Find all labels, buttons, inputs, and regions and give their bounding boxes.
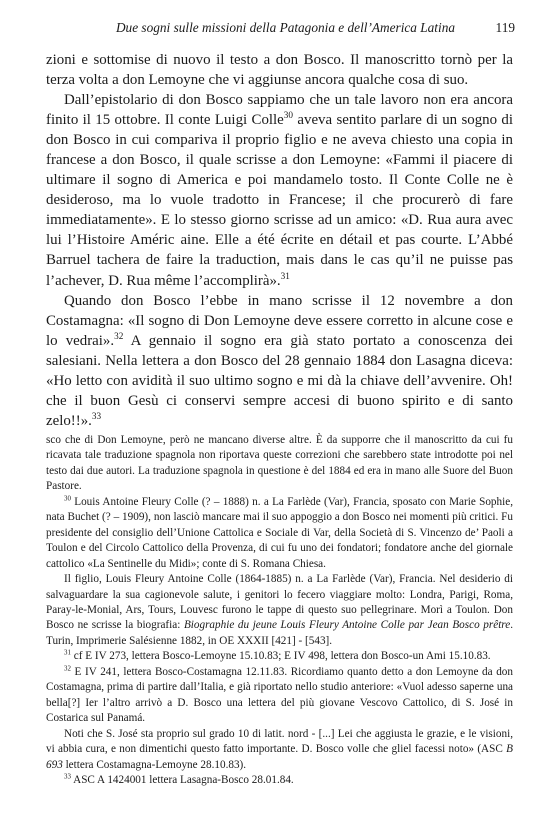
footnote-text: ASC A 1424001 lettera Lasagna-Bosco 28.01.84. [70,773,294,786]
paragraph-text: Dall’epistolario di don Bosco sappiamo che un tale lavoro non era ancora finito il 15 ottobre. Il conte Luigi Colle [46,92,513,129]
running-title: Due sogni sulle missioni della Patagonia e dell’America Latina [115,20,455,35]
footnote-ref: 32 [114,330,124,341]
footnote [46,495,513,572]
archive-reference: B 693 [46,743,513,771]
paragraph-text: zioni e sottomise di nuovo il testo a don Bosco. Il manoscritto tornò per la terza volta a don Lemoyne che vi aggiunse ancora qualche cosa di suo. [46,52,513,89]
footnote-number: 33 [64,772,71,781]
footnote-number: 32 [64,664,71,673]
paragraph-text: Quando don Bosco l’ebbe in mano scrisse il 12 novembre a don Costamagna: «Il sogno di Don Lemoyne deve essere corretto in alcune cose e lo vedrai». [46,292,513,349]
footnote-text: Noti che S. José sta proprio sul grado 10 di latit. nord - [...] Lei che aggiusta le grazie, e le visioni, vi abbia cura, e non dimentichi questo fatto importante. D. Bosco volle che gliel facessi noto» (ASC [46,727,513,756]
footnote [46,649,513,664]
page-number: 119 [495,20,515,35]
paragraph-text: A gennaio il sogno era già stato portato a conoscenza dei salesiani. Nella lettera a don Bosco del 28 gennaio 1884 don Lasagna diceva: «Ho letto con avidità il suo ultimo sogno e mi dà la chiave dell’avvenire. Oh! che il buon Gesù ci conservi sempre accesi di buono spirito e di santo zelo!!». [46,332,513,429]
footnote-ref: 33 [91,410,102,421]
footnotes [46,433,513,788]
main-text [46,50,513,431]
footnote-ref: 31 [280,270,290,281]
book-title: Biographie du jeune Louis Fleury Antoine Colle par Jean Bosco prêtre [183,619,511,632]
footnote-ref: 30 [283,110,294,121]
footnote-text: Il figlio, Louis Fleury Antoine Colle (1864-1885) n. a La Farlède (Var), Francia. Nel desiderio di salvaguardare la sua cagionevole salute, i genitori lo fecero viaggiare molto: Londra, Parigi, Roma, Paray-le-Monial, Ars, Tours, Louvesc furono le tappe di questo suo pellegrinare. Morì a Toulon. Don Bosco ne scrisse la biografia: [46,573,513,632]
paragraph [46,90,513,290]
footnote [46,665,513,727]
footnote-number: 30 [64,494,71,503]
paragraph [46,291,513,431]
footnote-number: 31 [64,648,71,657]
footnote-text: Louis Antoine Fleury Colle (? – 1888) n. a La Farlède (Var), Francia, sposato con Marie Sophie, nata Buchet (? – 1909), non lasciò mancare mai il suo appoggio a don Bosco nei momenti più critici. Fu presidente del consiglio dell’Unione Cattolica e Sociale di Var, della Società di S. Vincenzo de’ Paoli a Toulon e del Circolo Cattolico della Provenza, di cui fu uno dei fondatori; fondatore anche del giornale cattolico «La Sentinelle du Midi»; conte di S. Romana Chiesa. [46,495,513,570]
footnote [46,727,513,773]
footnote [46,773,513,788]
footnote [46,572,513,649]
footnote [46,433,513,495]
footnote-text: cf E IV 273, lettera Bosco-Lemoyne 15.10.83; E IV 498, lettera don Bosco-un Ami 15.10.83. [70,650,491,663]
footnote-text: . Turin, Imprimerie Salésienne 1882, in OE XXXII [421] - [543]. [46,619,514,647]
footnote-text: sco che di Don Lemoyne, però ne mancano diverse altre. È da supporre che il manoscritto da cui fu ricavata tale traduzione spagnola non riportava queste correzioni che sarebbero state introdotte poi nel testo dai due autori. La traduzione spagnola in questione è del 1884 ed era in mano alle Suore del Buon Pastore. [46,434,513,493]
paragraph [46,50,513,90]
footnote-text: lettera Costamagna-Lemoyne 28.10.83). [62,758,247,771]
paragraph-text: aveva sentito parlare di un sogno di don Bosco in cui compariva il proprio figlio e ne aveva chiesto una copia in francese a don Bosco, il quale scrisse a don Lemoyne: «Fammi il piacere di ultimare il sogno di America e poi mandamelo tosto. Il Conte Colle ne è desideroso, ma lo vuole tradotto in Francese; il che procurerò di fare immediatamente». E lo stesso giorno scrisse ad un amico: «D. Rua aura avec lui l’Histoire Améric aine. Elle a été écrite en détail et pas courte. L’Abbé Barruel tachera de faire la traduction, mais dans le cas qu’il ne puisse pas l’achever, D. Rua même l’accomplirà». [46,112,513,289]
footnote-text: E IV 241, lettera Bosco-Costamagna 12.11.83. Ricordiamo quanto detto a don Lemoyne da don Costamagna, prima di partire dall’Italia, e già riportato nello studio anteriore: «Vuol adesso saperne una bella[?] Ier l’altro arrivò a D. Bosco una lettera del più giovane Vescovo Cattolico, di S. José in Costarica sul Panamá. [46,665,513,725]
page-header [46,20,515,42]
